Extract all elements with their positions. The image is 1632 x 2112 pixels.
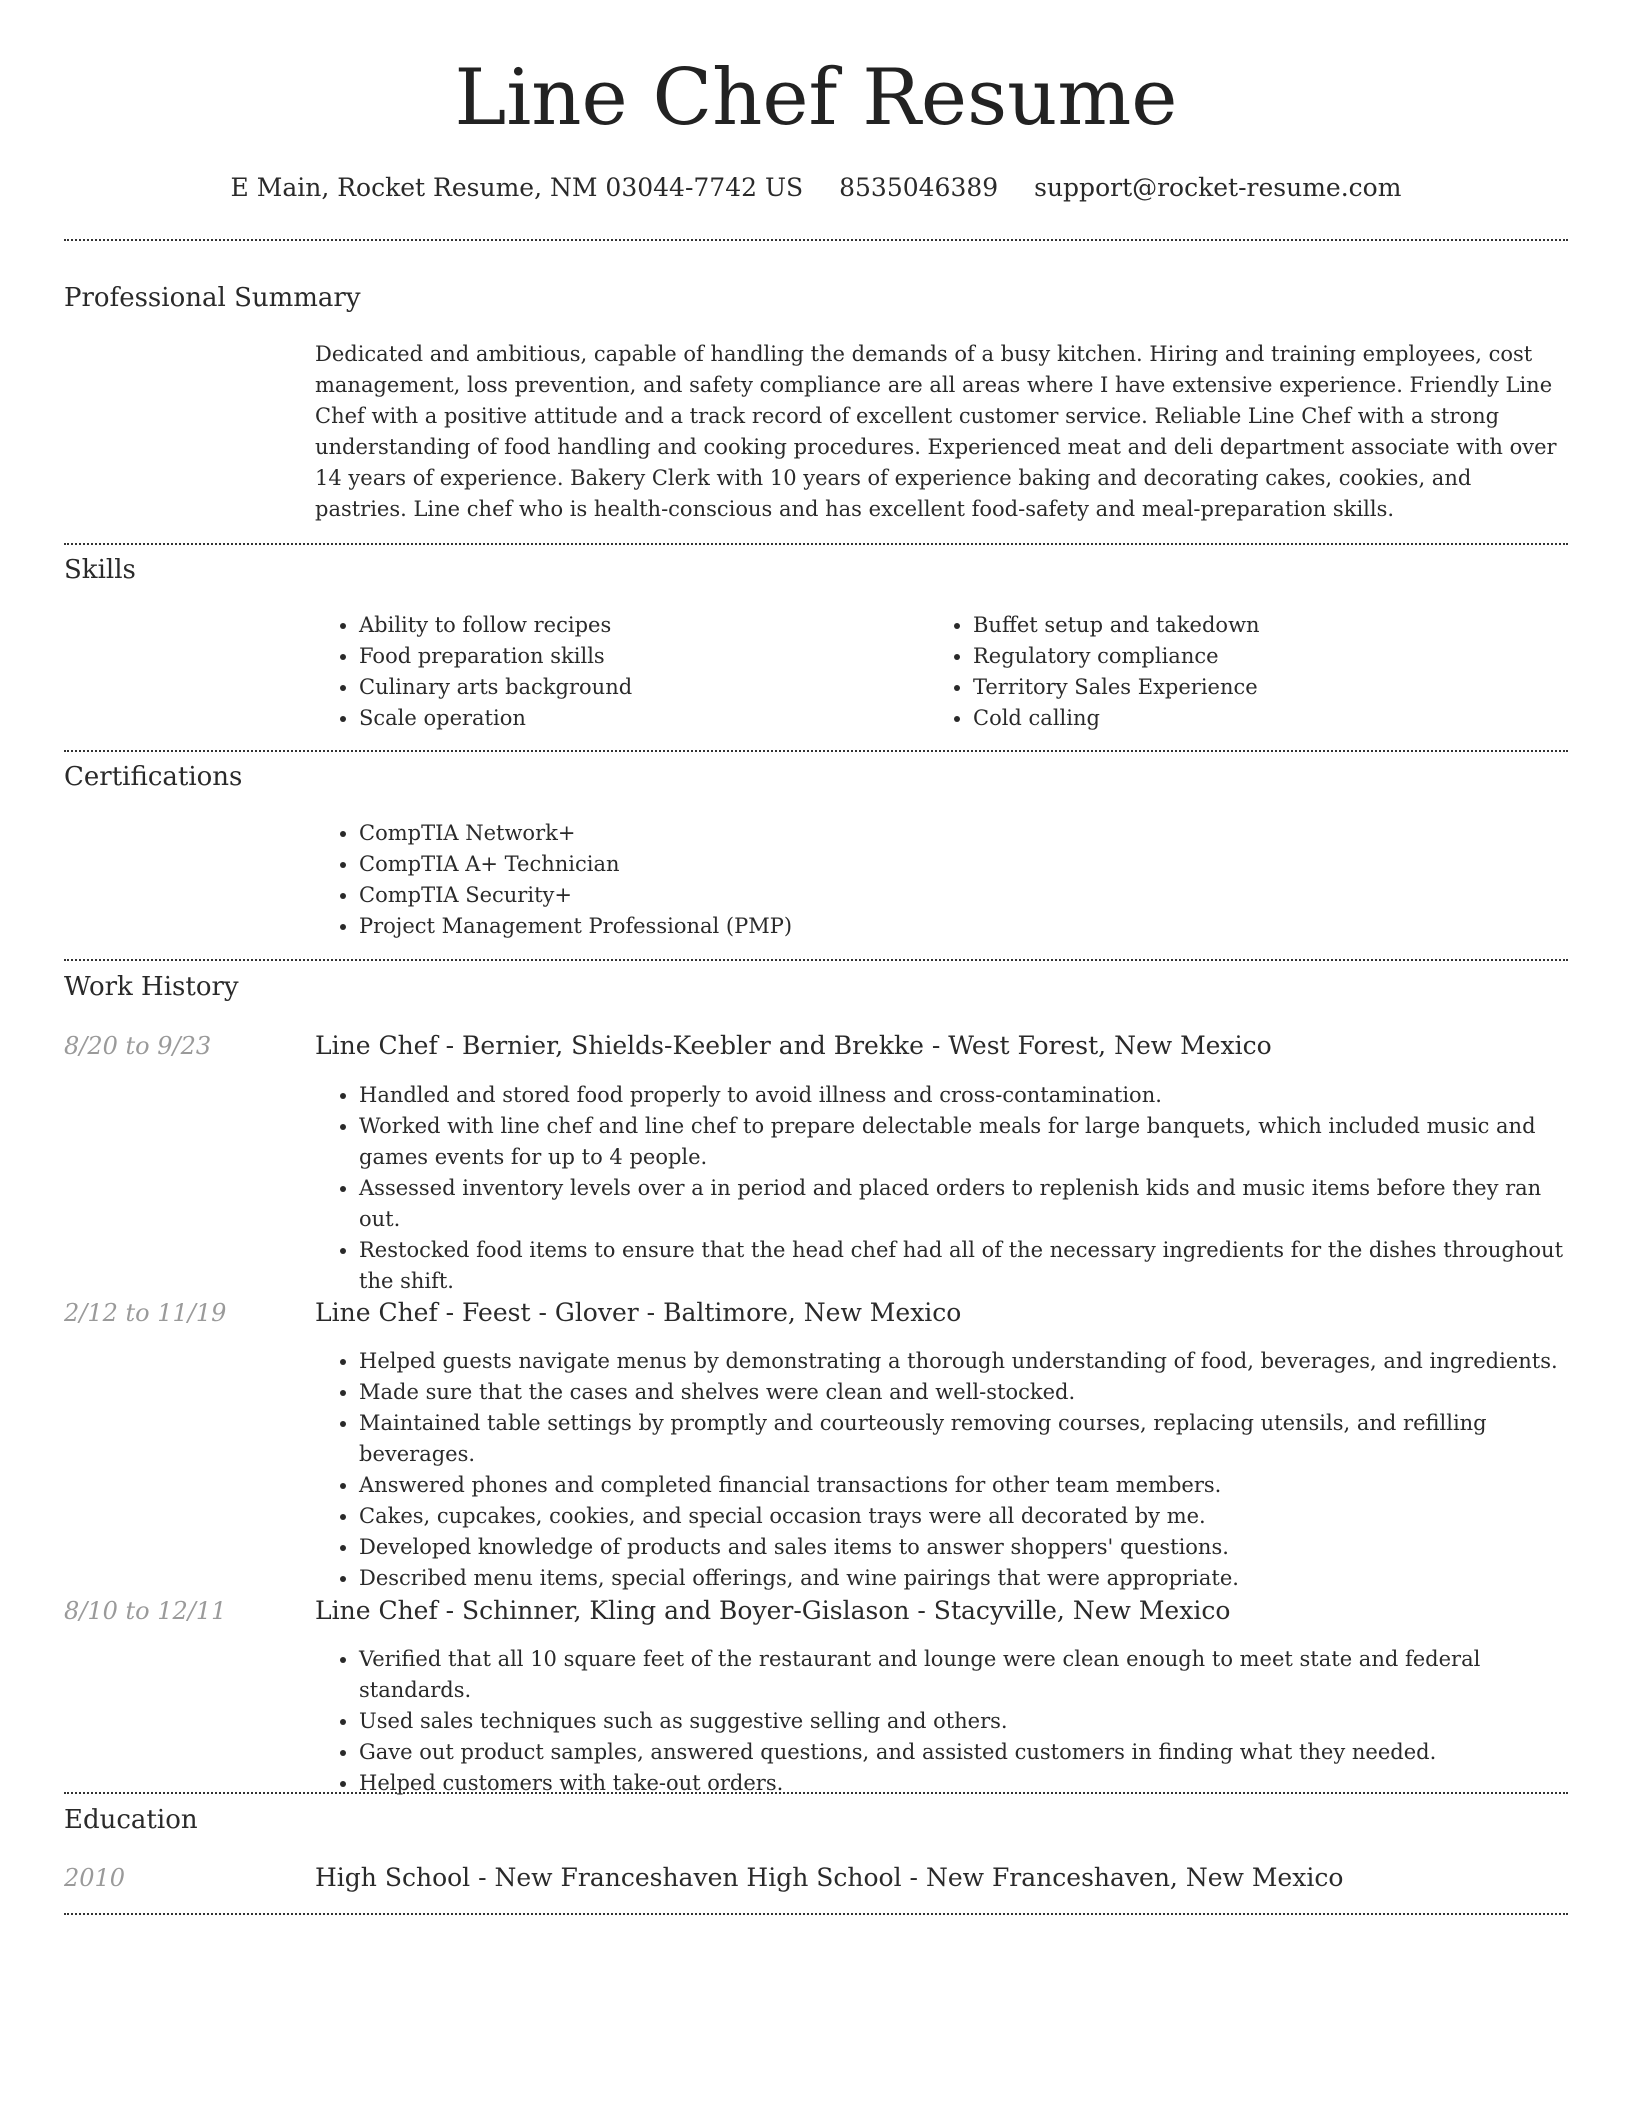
job-bullets [315,1080,1565,1297]
contact-address: E Main, Rocket Resume, NM 03044-7742 US [230,173,804,202]
list-item: • CompTIA Security+ [359,880,1565,911]
job-heading: Line Chef - Schinner, Kling and Boyer-Gislason - Stacyville, New Mexico [315,1596,1231,1625]
section-title-summary: Professional Summary [64,283,361,313]
list-item: • Described menu items, special offerings, and wine pairings that were appropriate. [359,1563,1565,1594]
list-item: • Assessed inventory levels over a in period and placed orders to replenish kids and music items before they ran out. [359,1173,1565,1235]
list-item: • Regulatory compliance [973,641,1549,672]
list-item: • Helped customers with take-out orders. [359,1768,1565,1799]
job-dates: 8/20 to 9/23 [64,1032,212,1060]
job-bullets [315,1346,1565,1594]
section-title-skills: Skills [64,555,136,585]
divider [64,959,1568,961]
list-item: • Restocked food items to ensure that the head chef had all of the necessary ingredients for the dishes throughout the shift. [359,1235,1565,1297]
skills-list-left [315,610,915,734]
divider [64,750,1568,752]
summary-text: Dedicated and ambitious, capable of handling the demands of a busy kitchen. Hiring and training employees, cost management, loss prevention, and safety compliance are all areas where I have extensive experience. Friendly Line Chef with a positive attitude and a track record of excellent customer service. Reliable Line Chef with a strong understanding of food handling and cooking procedures. Experienced meat and deli department associate with over 14 years of experience. Bakery Clerk with 10 years of experience baking and decorating cakes, cookies, and pastries. Line chef who is health-conscious and has excellent food-safety and meal-preparation skills. [315,342,1557,521]
divider [64,1792,1568,1794]
list-item: • Developed knowledge of products and sales items to answer shoppers' questions. [359,1532,1565,1563]
divider [64,543,1568,545]
list-item: • Answered phones and completed financial transactions for other team members. [359,1470,1565,1501]
list-item: • Maintained table settings by promptly and courteously removing courses, replacing utensils, and refilling beverages. [359,1408,1565,1470]
list-item: • Cold calling [973,703,1549,734]
education-year: 2010 [64,1864,126,1892]
section-title-certifications: Certifications [64,762,243,792]
list-item: • Scale operation [359,703,915,734]
list-item: • Cakes, cupcakes, cookies, and special occasion trays were all decorated by me. [359,1501,1565,1532]
list-item: • Buffet setup and takedown [973,610,1549,641]
list-item: • Worked with line chef and line chef to prepare delectable meals for large banquets, which included music and games events for up to 4 people. [359,1111,1565,1173]
resume-title: Line Chef Resume [454,53,1178,143]
list-item: • Food preparation skills [359,641,915,672]
divider [64,239,1568,241]
list-item: • Used sales techniques such as suggestive selling and others. [359,1706,1565,1737]
list-item: • Territory Sales Experience [973,672,1549,703]
job-dates: 8/10 to 12/11 [64,1597,227,1625]
job-heading: Line Chef - Feest - Glover - Baltimore, New Mexico [315,1298,962,1327]
education-heading: High School - New Franceshaven High School - New Franceshaven, New Mexico [315,1863,1344,1892]
list-item: • Verified that all 10 square feet of the restaurant and lounge were clean enough to meet state and federal standards. [359,1644,1565,1706]
list-item: • Made sure that the cases and shelves were clean and well-stocked. [359,1377,1565,1408]
list-item: • CompTIA Network+ [359,818,1565,849]
contact-line [0,170,1632,206]
list-item: • CompTIA A+ Technician [359,849,1565,880]
list-item: • Helped guests navigate menus by demonstrating a thorough understanding of food, beverages, and ingredients. [359,1346,1565,1377]
contact-email: support@rocket-resume.com [1034,173,1402,202]
skills-list-right [929,610,1549,734]
job-dates: 2/12 to 11/19 [64,1299,227,1327]
list-item: • Handled and stored food properly to avoid illness and cross-contamination. [359,1080,1565,1111]
certifications-list [315,818,1565,942]
contact-phone: 8535046389 [839,173,999,202]
list-item: • Gave out product samples, answered questions, and assisted customers in finding what they needed. [359,1737,1565,1768]
list-item: • Ability to follow recipes [359,610,915,641]
job-heading: Line Chef - Bernier, Shields-Keebler and Brekke - West Forest, New Mexico [315,1031,1272,1060]
section-title-education: Education [64,1805,198,1835]
list-item: • Project Management Professional (PMP) [359,911,1565,942]
list-item: • Culinary arts background [359,672,915,703]
section-title-work-history: Work History [64,972,239,1002]
job-bullets [315,1644,1565,1799]
divider [64,1913,1568,1915]
